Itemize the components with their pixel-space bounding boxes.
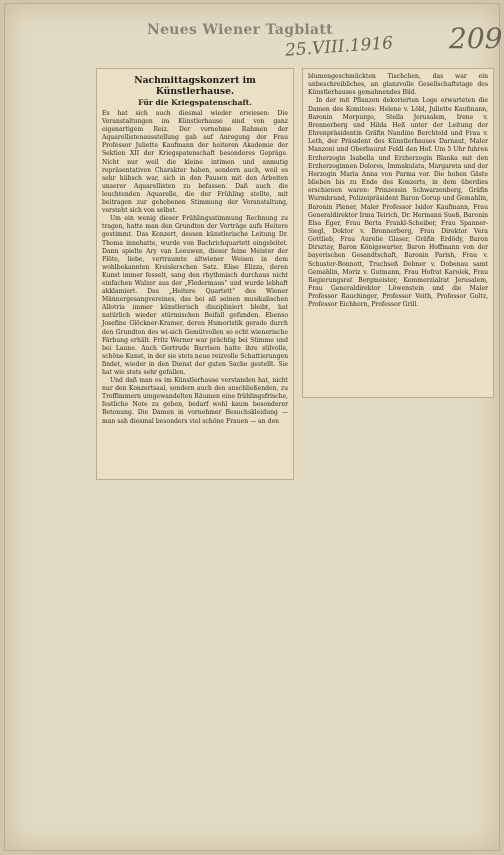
handwritten-date: 25.VIII.1916 [284, 33, 394, 61]
clipping-left-column [96, 68, 294, 480]
article-paragraph: In der mit Pflanzen dekorierten Loge erwarteten die Damen des Komitees: Helene v. Löbl, Juliette Kaufmann, Baronin Morpurgo, Stella Jerusalem, Irene v. Brennerberg und Hilda Heß unter der Leitung der Ehrenpräsidentin Gräfin Nandine Berchtold und Frau v. Leth, der Präsident des Künstlerhauses Darnaut, Maler Manzoni und Oberbaurat Feldl den Hof. Um 5 Uhr fuhren Erzherzogin Isabella und Erzherzogin Blanka mit den Erzherzoginnen Dolores, Immakulata, Margareta und der Herzogin Maria Anna von Parma vor. Die hohen Gäste blieben bis zu Ende des Konzerts, in dem überdies erschienen waren: Prinzessin Schwarzenberg, Gräfin Wurmbrand, Polizeipräsident Baron Gorup und Gemahlin, Baronin Plener, Maler Professor Isidor Kaufmann, Frau Generaldirektor Irma Teirich, Dr. Hermann Sueß, Baronin Elsa Eger, Frau Berta Frankl-Scheiber, Frau Spanner-Siegl, Doktor v. Bronnerberg, Frau Direktor Vera Gottlieb, Frau Aurelie Glaser, Gräfin Erdödy, Baron Dirsztay, Baron Königswarter, Baron Hoffmann von der bayerischen Gesandtschaft, Baronin Parish, Frau v. Schuster-Bonnott, Truchseß Dobner v. Dobenau samt Gemahlin, Moriz v. Gutmann, Frau Hofrat Karolek, Frau Regierungsrat Bergmeister, Kommerzialrat Jerusalem, Frau Generaldirektor Löwenstein und die Maler Professor Rauchinger, Professor Veith, Professor Goltz, Professor Eichhorn, Professor Grill. [308, 97, 488, 309]
article-headline: Nachmittagskonzert im Künstlerhause. [134, 75, 256, 97]
article-paragraph: Um ein wenig dieser Frühlingsstimmung Rechnung zu tragen, hatte man den Grundton der Vorträge aufs Heitere gestimmt. Das Konzert, dessen künstlerische Leitung Dr. Thoma innehatte, wurde von Bachrichquartett eingeleitet. Dann spielte Ary van Leeuwen, dieser feine Meister der Flöte, liebe, vertraumte altwiener Weisen in dem wohlbekannten Kreislerschen Satz. Elise Elizza, deren Kunst immer fesselt, sang den rhythmisch durchaus nicht einfachen Walzer aus der „Fledermaus“ und wurde lebhaft akklamiert. Das „Heitere Quartett“ des Wiener Männergesangvereines, das bei all seinen musikalischen Allotria immer künstlerisch diszipliniert bleibt, hat natürlich wieder stürmischen Beifall gefunden. Ebenso Josefine Glöckner-Kramer, deren Humoristik gerade durch den Grundton des wi-sich Gemütvollen so echt wienerische Färbung erhält. Fritz Werner war prächtig bei Stimme und bei Laune. Auch Gertrude Barrison hatte ihre stilvolle, schöne Kunst, in der sie stets neue reizvolle Schattierungen findet, wieder in den Dienst der guten Sache gestellt. Sie hat wie stets sehr gefallen. [102, 215, 288, 376]
article-subheadline: Für die Kriegspatenschaft. [138, 98, 252, 107]
clipping-right-column [302, 68, 494, 398]
article-paragraph: Es hat sich auch diesmal wieder erwiesen: Die Veranstaltungen im Künstlerhause sind von ganz eigenartigem Reiz. Der vornehme Rahmen der Aquarellistenausstellung gab auf Anregung der Frau Professor Juliette Kaufmann der heiteren Akademie der Sektion XII der Kriegspatenschaft besonderes Gepräge. Nicht nur weil die kleine intimen und anmutig repräsentativen Charakter haben, sondern auch, weil es sehr hübsch war, sich in den Pausen mit den Arbeiten unserer Aquarellisten zu befassen. Daß auch die leuchtenden Aquarelle, die der Frühling stellte, mit beitragen zur gehobenen Stimmung der Veranstaltung, versteht sich von selbst. [102, 110, 288, 215]
article-paragraph: blumengeschmückten Tischchen, das war ein unbeschreibliches, an glanzvolle Gesellschaftstage des Künstlerhauses gemahnendes Bild. [308, 73, 488, 97]
article-paragraph: Und daß man es im Künstlerhause verstanden hat, nicht nur den Konzertsaal, sondern auch den anschließenden, zu Treffimmern umgewandelten Räumen eine frühlingsfrische, festliche Note zu geben, bedarf wohl kaum besonderer Betonung. Die Damen in vornehmer Besuchskleidung — man sah diesmal besonders viel schöne Frauen — an den [102, 377, 288, 425]
newspaper-stamp: Neues Wiener Tagblatt [147, 22, 333, 38]
folio-number: 209 [449, 22, 503, 55]
